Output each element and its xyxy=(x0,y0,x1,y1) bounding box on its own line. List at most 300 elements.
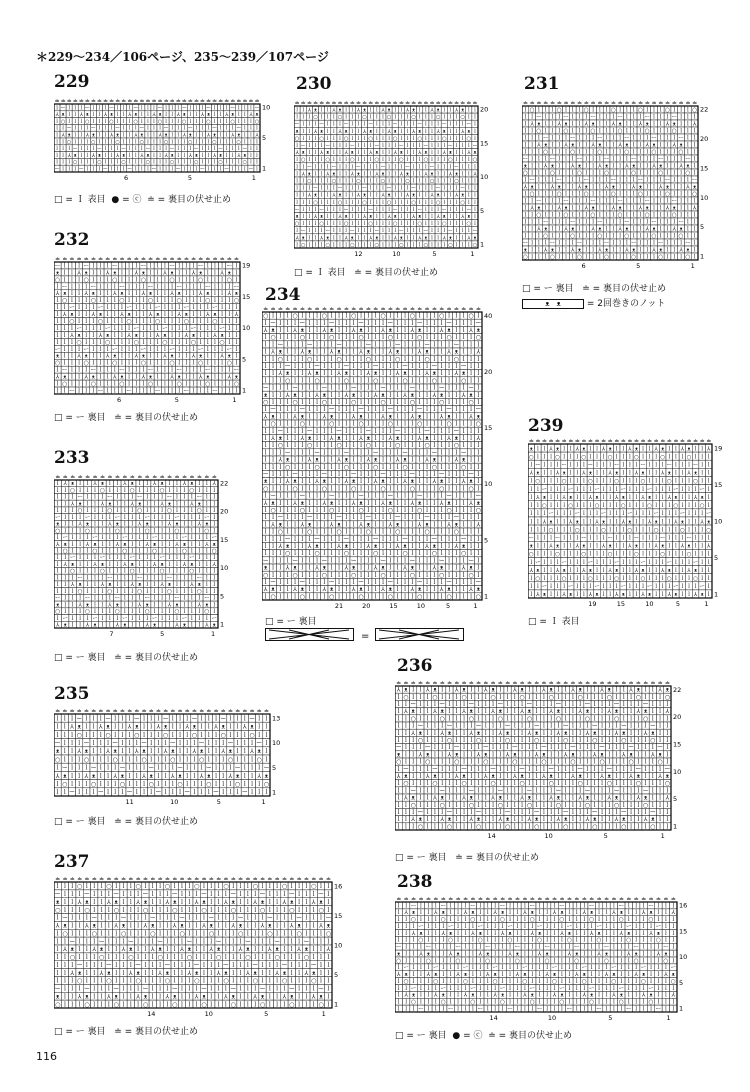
stitch-symbol: ᴥ xyxy=(469,391,473,399)
chart-number-232: 232 xyxy=(54,230,90,250)
stitch-symbol: ｌ xyxy=(410,164,417,171)
stitch-symbol: ○ xyxy=(617,212,623,219)
stitch-symbol: ー xyxy=(205,105,212,112)
stitch-symbol: ｌ xyxy=(684,205,691,212)
stitch-symbol: ｌ xyxy=(542,170,549,177)
stitch-symbol: ｌ xyxy=(350,355,357,363)
stitch-symbol: ｌ xyxy=(429,228,435,235)
column-label: 6 xyxy=(117,396,122,404)
stitch-symbol: ー xyxy=(549,156,556,163)
stitch-symbol: ｌ xyxy=(678,170,684,177)
stitch-symbol: ｌ xyxy=(610,149,617,156)
bindoff-mark: ≐ xyxy=(321,306,327,313)
stitch-symbol: ｌ xyxy=(664,114,671,121)
stitch-symbol: ○ xyxy=(590,212,596,219)
stitch-symbol: ⅄ xyxy=(418,150,422,157)
stitch-symbol: ｌ xyxy=(380,143,386,150)
stitch-symbol: ー xyxy=(447,143,454,150)
stitch-symbol: ○ xyxy=(624,149,630,156)
stitch-symbol: ｌ xyxy=(583,254,590,261)
bindoff-mark: ≐ xyxy=(446,306,452,313)
stitch-symbol: ⅄ xyxy=(61,132,65,139)
stitch-symbol: ｌ xyxy=(410,235,417,242)
stitch-symbol: ｌ xyxy=(277,377,284,385)
stitch-symbol: ｌ xyxy=(169,367,175,374)
stitch-symbol: ○ xyxy=(431,377,438,385)
stitch-symbol: ｌ xyxy=(331,206,337,213)
stitch-symbol: ｌ xyxy=(331,235,337,242)
stitch-symbol: ○ xyxy=(300,157,306,164)
stitch-symbol: ｌ xyxy=(542,114,549,121)
stitch-symbol: ｌ xyxy=(176,353,183,360)
stitch-symbol: ⅄ xyxy=(537,226,541,233)
stitch-symbol: ｌ xyxy=(337,157,343,164)
stitch-symbol: ｌ xyxy=(204,332,211,339)
stitch-symbol: ー xyxy=(183,305,190,312)
stitch-symbol: ー xyxy=(404,164,411,171)
bindoff-mark: ≐ xyxy=(644,100,650,107)
stitch-symbol: ｌ xyxy=(416,391,423,399)
stitch-symbol: ᴥ xyxy=(313,107,318,114)
stitch-symbol: ｌ xyxy=(590,107,596,114)
stitch-symbol: ｌ xyxy=(368,114,374,121)
stitch-symbol: ⅄ xyxy=(176,112,180,119)
stitch-symbol: ｌ xyxy=(102,159,109,166)
stitch-symbol: ｌ xyxy=(335,312,343,320)
stitch-symbol: ⅄ xyxy=(255,132,259,139)
stitch-symbol: ｌ xyxy=(54,298,61,305)
stitch-symbol: ー xyxy=(300,143,306,150)
bindoff-mark: ≐ xyxy=(126,256,132,263)
stitch-symbol: ｌ xyxy=(423,164,429,171)
stitch-symbol: ｌ xyxy=(417,192,423,199)
stitch-symbol: ○ xyxy=(157,118,163,125)
stitch-symbol: ᴥ xyxy=(359,327,363,335)
bindoff-mark: ≐ xyxy=(66,98,72,105)
stitch-symbol: ᴥ xyxy=(351,391,356,399)
stitch-symbol: ｌ xyxy=(556,149,563,156)
stitch-symbol: ｌ xyxy=(355,199,362,206)
stitch-symbol: ○ xyxy=(115,139,120,146)
chart-grid-234 xyxy=(262,304,498,610)
stitch-symbol: ｌ xyxy=(277,327,284,335)
stitch-symbol: ○ xyxy=(198,360,204,367)
stitch-symbol: ｌ xyxy=(212,325,218,332)
stitch-symbol: ー xyxy=(104,325,111,332)
stitch-symbol: ｌ xyxy=(312,178,319,185)
bindoff-mark: ≐ xyxy=(97,256,104,263)
stitch-symbol: ー xyxy=(569,219,576,226)
stitch-symbol: ⅄ xyxy=(55,112,59,119)
stitch-symbol: ○ xyxy=(685,170,691,177)
stitch-symbol: ⅄ xyxy=(116,152,120,159)
stitch-symbol: ｌ xyxy=(337,135,343,142)
stitch-symbol: ｌ xyxy=(355,114,362,121)
stitch-symbol: ｌ xyxy=(190,312,197,319)
stitch-symbol: ｌ xyxy=(68,381,75,388)
stitch-symbol: ｌ xyxy=(617,233,624,240)
stitch-symbol: ⅄ xyxy=(329,348,334,356)
stitch-symbol: ○ xyxy=(583,191,589,198)
stitch-symbol: ｌ xyxy=(657,205,664,212)
stitch-symbol: ｌ xyxy=(374,107,380,114)
stitch-symbol: ᴥ xyxy=(148,374,153,381)
stitch-symbol: ー xyxy=(226,263,233,270)
stitch-symbol: ｌ xyxy=(630,121,637,128)
stitch-symbol: ⅄ xyxy=(571,247,575,254)
bindoff-mark: ≐ xyxy=(404,100,410,107)
stitch-symbol: ○ xyxy=(610,191,616,198)
stitch-symbol: ｌ xyxy=(423,121,429,128)
stitch-symbol: ｌ xyxy=(321,348,328,356)
stitch-symbol: ｌ xyxy=(453,228,460,235)
stitch-symbol: ｌ xyxy=(306,221,312,228)
stitch-symbol: ｌ xyxy=(84,159,90,166)
stitch-symbol: ᴥ xyxy=(263,391,268,399)
stitch-symbol: ｌ xyxy=(187,118,193,125)
column-label: 12 xyxy=(354,250,363,258)
stitch-symbol: ｌ xyxy=(684,142,691,149)
stitch-symbol: ｌ xyxy=(624,254,630,261)
stitch-symbol: ⅄ xyxy=(410,327,415,335)
stitch-symbol: ｌ xyxy=(691,114,698,121)
stitch-symbol: ｌ xyxy=(466,114,472,121)
stitch-symbol: ｌ xyxy=(321,363,328,371)
stitch-symbol: ｌ xyxy=(398,178,404,185)
stitch-symbol: ｌ xyxy=(596,184,603,191)
stitch-symbol: ｌ xyxy=(183,360,190,367)
stitch-symbol: ｌ xyxy=(193,105,199,112)
stitch-symbol: ｌ xyxy=(226,325,233,332)
stitch-symbol: ｌ xyxy=(212,270,218,277)
stitch-symbol: ○ xyxy=(472,242,478,249)
stitch-symbol: ｌ xyxy=(127,132,133,139)
stitch-symbol: ｌ xyxy=(583,135,590,142)
stitch-symbol: ｌ xyxy=(549,135,556,142)
stitch-symbol: ｌ xyxy=(368,178,374,185)
bindoff-mark: ≐ xyxy=(529,100,535,107)
stitch-symbol: ᴥ xyxy=(237,132,241,139)
stitch-symbol: ᴥ xyxy=(537,121,541,128)
stitch-symbol: ｌ xyxy=(115,159,121,166)
stitch-symbol: ー xyxy=(624,219,630,226)
stitch-symbol: ー xyxy=(603,156,610,163)
stitch-symbol: ｌ xyxy=(54,105,60,112)
stitch-symbol: ⅄ xyxy=(393,235,397,242)
stitch-symbol: ⅄ xyxy=(212,152,217,159)
stitch-symbol: ｌ xyxy=(78,118,84,125)
stitch-symbol: ｌ xyxy=(596,170,603,177)
stitch-symbol: ○ xyxy=(343,135,349,142)
stitch-symbol: ᴥ xyxy=(177,291,181,298)
stitch-symbol: ｌ xyxy=(76,284,82,291)
bindoff-mark: ≐ xyxy=(69,256,75,263)
stitch-symbol: ｌ xyxy=(398,221,404,228)
stitch-symbol: ｌ xyxy=(161,367,168,374)
stitch-symbol: ｌ xyxy=(262,341,269,349)
stitch-symbol: ⅄ xyxy=(659,184,663,191)
stitch-symbol: ｌ xyxy=(190,305,197,312)
stitch-symbol: ｌ xyxy=(379,341,387,349)
stitch-symbol: ○ xyxy=(658,254,664,261)
stitch-symbol: ⅄ xyxy=(155,332,160,339)
stitch-symbol: ｌ xyxy=(284,384,291,392)
stitch-symbol: ｌ xyxy=(154,353,161,360)
stitch-symbol: ｌ xyxy=(328,391,335,399)
stitch-symbol: ｌ xyxy=(140,284,147,291)
stitch-symbol: ｌ xyxy=(380,135,386,142)
stitch-symbol: ⅄ xyxy=(359,348,363,356)
stitch-symbol: ⅄ xyxy=(134,132,138,139)
stitch-symbol: ｌ xyxy=(318,185,325,192)
stitch-symbol: ｌ xyxy=(205,166,212,173)
stitch-symbol: ○ xyxy=(658,170,664,177)
stitch-symbol: ｌ xyxy=(300,214,306,221)
stitch-symbol: ｌ xyxy=(522,149,529,156)
stitch-symbol: ⅄ xyxy=(591,226,595,233)
stitch-symbol: ｌ xyxy=(417,178,423,185)
bindoff-mark: ≐ xyxy=(402,306,408,313)
stitch-symbol: ⅄ xyxy=(98,332,103,339)
stitch-symbol: ｌ xyxy=(147,353,154,360)
stitch-symbol: ー xyxy=(61,367,68,374)
stitch-symbol: ｌ xyxy=(657,212,664,219)
stitch-symbol: ○ xyxy=(349,157,355,164)
stitch-symbol: ⅄ xyxy=(337,370,341,378)
stitch-symbol: ⅄ xyxy=(618,226,622,233)
stitch-symbol: ｌ xyxy=(596,212,603,219)
stitch-symbol: ｌ xyxy=(387,391,394,399)
stitch-symbol: ᴥ xyxy=(141,270,146,277)
stitch-symbol: ｌ xyxy=(294,143,300,150)
stitch-symbol: ｌ xyxy=(325,199,331,206)
stitch-symbol: ᴥ xyxy=(177,374,181,381)
stitch-symbol: ー xyxy=(193,146,199,153)
stitch-symbol: ｌ xyxy=(230,159,236,166)
stitch-symbol: ｌ xyxy=(127,146,133,153)
stitch-symbol: ｌ xyxy=(569,212,576,219)
stitch-symbol: ｌ xyxy=(205,152,212,159)
stitch-symbol: ｌ xyxy=(684,177,691,184)
stitch-symbol: ｌ xyxy=(78,152,84,159)
stitch-symbol: ｌ xyxy=(556,247,563,254)
bindoff-mark: ≐ xyxy=(466,100,472,107)
stitch-symbol: ｌ xyxy=(583,142,590,149)
stitch-symbol: ⅄ xyxy=(91,312,96,319)
stitch-symbol: ｌ xyxy=(372,319,379,327)
stitch-symbol: ｌ xyxy=(331,135,337,142)
stitch-symbol: ｌ xyxy=(133,360,140,367)
stitch-symbol: ｌ xyxy=(300,114,306,121)
column-label: 1 xyxy=(232,396,237,404)
stitch-symbol: ｌ xyxy=(361,178,368,185)
stitch-symbol: ○ xyxy=(671,212,677,219)
stitch-symbol: ｌ xyxy=(306,319,313,327)
stitch-symbol: ⅄ xyxy=(424,171,428,178)
stitch-symbol: ｌ xyxy=(121,118,127,125)
stitch-symbol: ⅄ xyxy=(430,192,434,199)
stitch-symbol: ᴥ xyxy=(381,171,385,178)
stitch-symbol: ○ xyxy=(169,159,175,166)
stitch-symbol: ｌ xyxy=(398,192,404,199)
stitch-symbol: ｌ xyxy=(219,374,226,381)
bindoff-mark: ≐ xyxy=(96,98,102,105)
stitch-symbol: ｌ xyxy=(576,107,583,114)
stitch-symbol: ⅄ xyxy=(225,112,229,119)
stitch-symbol: ｌ xyxy=(529,128,536,135)
stitch-symbol: ー xyxy=(294,121,300,128)
stitch-symbol: ー xyxy=(294,206,300,213)
stitch-symbol: ⅄ xyxy=(523,184,528,191)
stitch-symbol: ｌ xyxy=(651,177,657,184)
stitch-symbol: ⅄ xyxy=(320,235,324,242)
bindoff-mark: ≐ xyxy=(386,100,392,107)
stitch-symbol: ｌ xyxy=(331,228,337,235)
stitch-symbol: ｌ xyxy=(386,242,392,249)
stitch-symbol: ○ xyxy=(362,114,367,121)
stitch-symbol: ｌ xyxy=(108,139,115,146)
stitch-symbol: ｌ xyxy=(423,221,429,228)
stitch-symbol: ｌ xyxy=(169,166,175,173)
stitch-symbol: ｌ xyxy=(68,339,75,346)
stitch-symbol: ｌ xyxy=(624,170,630,177)
stitch-symbol: ー xyxy=(590,114,596,121)
stitch-symbol: ー xyxy=(472,143,478,150)
stitch-symbol: ー xyxy=(576,240,583,247)
stitch-symbol: ○ xyxy=(331,178,337,185)
stitch-symbol: ｌ xyxy=(343,242,349,249)
stitch-symbol: ｌ xyxy=(126,284,133,291)
stitch-symbol: ○ xyxy=(119,298,125,305)
stitch-symbol: ー xyxy=(343,363,350,371)
stitch-symbol: ｌ xyxy=(325,164,331,171)
stitch-symbol: ⅄ xyxy=(645,142,649,149)
stitch-symbol: ｌ xyxy=(133,312,140,319)
stitch-symbol: ｌ xyxy=(536,156,542,163)
stitch-symbol: ｌ xyxy=(212,277,218,284)
stitch-symbol: ｌ xyxy=(472,199,478,206)
stitch-symbol: ｌ xyxy=(169,332,175,339)
stitch-symbol: ｌ xyxy=(563,107,569,114)
stitch-symbol: ｌ xyxy=(133,166,139,173)
stitch-symbol: ᴥ xyxy=(618,121,622,128)
stitch-symbol: ○ xyxy=(399,157,404,164)
stitch-symbol: ｌ xyxy=(691,198,698,205)
stitch-symbol: ᴥ xyxy=(141,353,146,360)
stitch-symbol: ー xyxy=(90,125,96,132)
stitch-symbol: ｌ xyxy=(466,143,472,150)
bindoff-mark: ≐ xyxy=(233,256,239,263)
bindoff-mark: ≐ xyxy=(248,98,254,105)
stitch-symbol: ー xyxy=(596,219,603,226)
stitch-symbol: ｌ xyxy=(233,270,240,277)
stitch-symbol: ｌ xyxy=(306,228,312,235)
stitch-symbol: ｌ xyxy=(169,284,175,291)
bindoff-mark: ≐ xyxy=(102,98,109,105)
stitch-symbol: ○ xyxy=(651,233,657,240)
stitch-symbol: ー xyxy=(453,341,460,349)
stitch-symbol: ｌ xyxy=(187,112,193,119)
stitch-symbol: ｌ xyxy=(460,312,467,320)
stitch-symbol: ｌ xyxy=(183,263,190,270)
stitch-symbol: ｌ xyxy=(441,171,447,178)
stitch-symbol: ｌ xyxy=(343,157,349,164)
stitch-symbol: ｌ xyxy=(84,139,90,146)
stitch-symbol: ｌ xyxy=(447,121,454,128)
stitch-symbol: ｌ xyxy=(583,226,590,233)
stitch-symbol: ｌ xyxy=(460,355,467,363)
stitch-symbol: ⅄ xyxy=(67,152,71,159)
stitch-symbol: ᴥ xyxy=(403,370,407,378)
stitch-symbol: ｌ xyxy=(404,235,411,242)
stitch-symbol: ｌ xyxy=(176,388,183,395)
stitch-symbol: ｌ xyxy=(140,312,147,319)
stitch-symbol: ｌ xyxy=(312,121,319,128)
stitch-symbol: ｌ xyxy=(691,156,698,163)
stitch-symbol: ｌ xyxy=(291,319,299,327)
stitch-symbol: ｌ xyxy=(610,240,617,247)
stitch-symbol: ｌ xyxy=(269,399,277,407)
stitch-symbol: ｌ xyxy=(549,128,556,135)
stitch-symbol: ー xyxy=(542,219,549,226)
stitch-symbol: ｌ xyxy=(325,121,331,128)
stitch-symbol: ⅄ xyxy=(134,353,139,360)
stitch-symbol: ｌ xyxy=(529,247,536,254)
stitch-symbol: ｌ xyxy=(121,105,127,112)
stitch-symbol: ⅄ xyxy=(557,121,561,128)
stitch-symbol: ｌ xyxy=(133,277,140,284)
stitch-symbol: ｌ xyxy=(576,177,583,184)
stitch-symbol: ｌ xyxy=(161,360,168,367)
stitch-symbol: ー xyxy=(651,135,657,142)
stitch-symbol: ー xyxy=(325,143,331,150)
stitch-symbol: ｌ xyxy=(127,139,133,146)
stitch-symbol: ｌ xyxy=(68,346,75,353)
stitch-symbol: ⅄ xyxy=(387,214,391,221)
bindoff-mark: ≐ xyxy=(424,306,430,313)
bindoff-mark: ≐ xyxy=(441,100,447,107)
stitch-symbol: ｌ xyxy=(190,298,197,305)
stitch-symbol: ᴥ xyxy=(564,121,568,128)
bindoff-mark: ≐ xyxy=(90,98,96,105)
stitch-symbol: ｌ xyxy=(386,228,392,235)
stitch-symbol: ｌ xyxy=(596,156,603,163)
stitch-symbol: ᴥ xyxy=(134,332,139,339)
stitch-symbol: ｌ xyxy=(583,163,590,170)
stitch-symbol: ｌ xyxy=(154,277,161,284)
bindoff-mark: ≐ xyxy=(285,306,291,313)
knit-chart-229 xyxy=(54,96,276,182)
stitch-symbol: ｌ xyxy=(542,198,549,205)
stitch-symbol: ー xyxy=(337,185,343,192)
stitch-symbol: ｌ xyxy=(664,233,671,240)
stitch-symbol: ｌ xyxy=(262,370,269,378)
bindoff-mark: ≐ xyxy=(254,98,260,105)
stitch-symbol: ｌ xyxy=(90,388,97,395)
stitch-symbol: ｌ xyxy=(355,128,362,135)
stitch-symbol: ｌ xyxy=(563,156,569,163)
stitch-symbol: ｌ xyxy=(355,143,362,150)
bindoff-mark: ≐ xyxy=(300,100,306,107)
stitch-symbol: ｌ xyxy=(161,318,168,325)
stitch-symbol: ｌ xyxy=(549,142,556,149)
stitch-symbol: ⅄ xyxy=(454,107,459,114)
stitch-symbol: ｌ xyxy=(343,312,350,320)
stitch-symbol: ᴥ xyxy=(234,374,239,381)
stitch-symbol: ᴥ xyxy=(638,184,643,191)
stitch-symbol: ー xyxy=(111,263,118,270)
stitch-symbol: ᴥ xyxy=(461,107,465,114)
